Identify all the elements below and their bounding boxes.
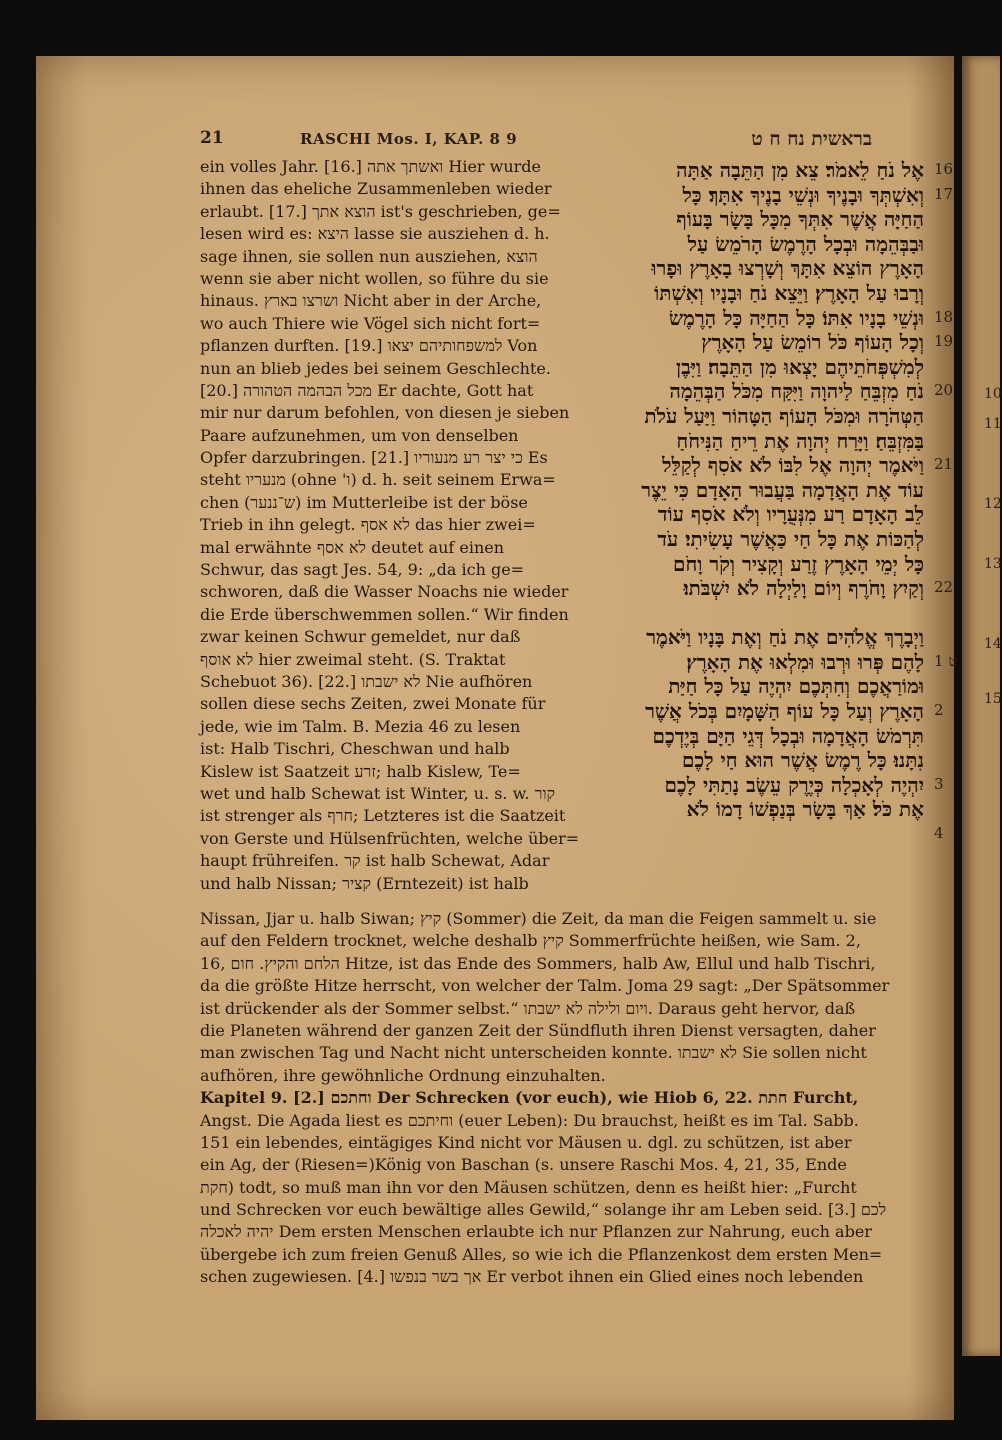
adjacent-page-verse-number: 14: [984, 636, 1002, 652]
commentary-line: sage ihnen, sie sollen nun ausziehen, הוצא: [200, 246, 538, 266]
running-title: RASCHI Mos. I, KAP. 8 9: [300, 130, 518, 148]
commentary-line: ihnen das eheliche Zusammenleben wieder: [200, 179, 552, 199]
commentary-line: lesen wird es: היצא lasse sie ausziehen d. h.: [200, 224, 550, 244]
hebrew-line: לְמִשְׁפְּחֹתֵיהֶם יָצְאוּ מִן הַתֵּבָה׃ וַיִּבֶן: [676, 354, 924, 379]
hebrew-line: נִתָּנוּ׃ כָּל רֶמֶשׂ אֲשֶׁר הוּא חַי לָכֶם: [681, 748, 924, 773]
verse-number: 22: [934, 578, 954, 597]
commentary-line: Trieb in ihn gelegt. לא אסף das hier zwei=: [200, 515, 536, 535]
chapter-heading-line: Kapitel 9. [2.] וחתכם Der Schrecken (vor euch), wie Hiob 6, 22. חתת Furcht,: [200, 1088, 859, 1108]
commentary-line: 151 ein lebendes, eintägiges Kind nicht vor Mäusen u. dgl. zu schützen, ist aber: [200, 1132, 852, 1152]
verse-number: 18: [934, 307, 954, 326]
hebrew-line: הַחַיָּה אֲשֶׁר אִתְּךָ מִכָּל בָּשָׂר בָּעוֹף: [676, 207, 924, 232]
commentary-line: pflanzen durften. [19.] למשפחותיהם יצאו Von: [200, 336, 538, 356]
verse-number: 4: [934, 824, 944, 843]
commentary-line: aufhören, ihre gewöhnliche Ordnung einzuhalten.: [200, 1065, 606, 1085]
verse-number: 16: [934, 160, 954, 178]
hebrew-line: יִהְיֶה לְאָכְלָה כְּיֶרֶק עֵשֶׂב נָתַתִּי לָכֶם: [664, 772, 924, 797]
commentary-line: Schebuot 36). [22.] לא ישבתו Nie aufhören: [200, 671, 533, 691]
commentary-line: Angst. Die Agada liest es וחיתכם (euer Leben): Du brauchst, heißt es im Tal. Sabb.: [200, 1110, 859, 1130]
commentary-line: zwar keinen Schwur gemeldet, nur daß: [200, 627, 521, 647]
adjacent-page-verse-number: 10: [984, 386, 1002, 402]
commentary-line: erlaubt. [17.] הוצא אתך ist's geschrieben, ge=: [200, 201, 561, 221]
commentary-line: sollen diese sechs Zeiten, zwei Monate für: [200, 694, 546, 714]
commentary-line: jede, wie im Talm. B. Mezia 46 zu lesen: [200, 716, 521, 736]
hebrew-line: אֶל נֹחַ לֵאמֹר׃ צֵא מִן הַתֵּבָה אַתָּה: [676, 158, 924, 182]
commentary-line: ist strenger als חרף; Letzteres ist die Saatzeit: [200, 806, 566, 826]
commentary-line: wet und halb Schewat ist Winter, u. s. w. קור: [200, 783, 556, 803]
verse-number: 2: [934, 701, 944, 720]
commentary-line: hinaus. ושרצו בארץ Nicht aber in der Arche,: [200, 291, 542, 311]
commentary-line: haupt frühreifen. קר ist halb Schewat, Adar: [200, 851, 550, 871]
commentary-line: חקת) todt, so muß man ihn vor den Mäusen schützen, denn es heißt hier: „Furcht: [200, 1177, 857, 1197]
commentary-line: Kislew ist Saatzeit זרע; halb Kislew, Te=: [200, 761, 521, 781]
commentary-line: [20.] מכל הבהמה הטהורה Er dachte, Gott hat: [200, 380, 534, 400]
page-header: [200, 128, 872, 154]
verse-number: 3: [934, 775, 944, 793]
commentary-line: 16, הלחם והקיץ. חום Hitze, ist das Ende des Sommers, halb Aw, Ellul und halb Tischri,: [200, 953, 876, 973]
hebrew-line: תִּרְמֹשׂ הָאֲדָמָה וּבְכָל דְּגֵי הַיָּם בְּיֶדְכֶם: [652, 723, 924, 748]
hebrew-line: וַיְבָרֶךְ אֱלֹהִים אֶת נֹחַ וְאֶת בָּנָיו וַיֹּאמֶר: [646, 625, 924, 650]
commentary-line: mal erwähnte לא אסף deutet auf einen: [200, 537, 505, 557]
hebrew-line: וּבַבְּהֵמָה וּבְכָל הָרֶמֶשׂ הָרֹמֵשׂ עַל: [687, 231, 924, 256]
commentary-line: Nissan, Jjar u. halb Siwan; קיץ (Sommer) die Zeit, da man die Feigen sammelt u. sie: [200, 909, 877, 928]
commentary-line: steht מנעריו (ohne 'ו) d. h. seit seinem Erwa=: [200, 470, 556, 490]
hebrew-line: וְקַיִץ וָחֹרֶף וְיוֹם וָלַיְלָה לֹא יִשְׁבֹּתוּ׃: [683, 576, 924, 601]
commentary-line: Schwur, das sagt Jes. 54, 9: „da ich ge=: [200, 560, 525, 580]
commentary-line: wo auch Thiere wie Vögel sich nicht fort=: [200, 313, 541, 333]
adjacent-page-edge: [962, 56, 1000, 1356]
hebrew-line: וְרָבוּ עַל הָאָרֶץ׃ וַיֵּצֵא נֹחַ וּבָנָיו וְאִשְׁתּוֹ: [654, 280, 924, 305]
hebrew-line: וְאִשְׁתְּךָ וּבָנֶיךָ וּנְשֵׁי בָנֶיךָ אִתָּךְ׃ כָּל: [682, 182, 924, 207]
commentary-line: und halb Nissan; קציר (Erntezeit) ist halb: [200, 873, 529, 893]
adjacent-page-verse-number: 15: [984, 691, 1002, 707]
hebrew-line: וַיֹּאמֶר יְהוָה אֶל לִבּוֹ לֹא אֹסִף לְקַלֵּל: [662, 453, 924, 478]
hebrew-line: הָאָרֶץ הוֹצֵא אִתָּךְ וְשָׁרְצוּ בָאָרֶץ וּפָרוּ: [651, 256, 924, 281]
hebrew-line: וְכָל הָעוֹף כֹּל רוֹמֵשׂ עַל הָאָרֶץ: [701, 330, 924, 355]
commentary-left-column: [200, 156, 586, 895]
hebrew-line: וּמוֹרַאֲכֶם וְחִתְּכֶם יִהְיֶה עַל כָּל חַיַּת: [668, 674, 924, 699]
adjacent-page-verse-number: 13: [984, 556, 1002, 572]
commentary-line: יהיה לאכלה Dem ersten Menschen erlaubte ich nur Pflanzen zur Nahrung, euch aber: [200, 1222, 872, 1242]
commentary-line: die Erde überschwemmen sollen.“ Wir finden: [200, 604, 569, 624]
commentary-line: da die größte Hitze herrscht, von welcher der Talm. Joma 29 sagt: „Der Spätsommer: [200, 976, 890, 996]
hebrew-line: אֶת כֹּל׃ אַךְ בָּשָׂר בְּנַפְשׁוֹ דָמוֹ לֹא: [686, 797, 924, 822]
hebrew-line: לְהַכּוֹת אֶת כָּל חַי כַּאֲשֶׁר עָשִׂיתִי׃ עֹד: [657, 526, 924, 551]
commentary-line: Paare aufzunehmen, um von denselben: [200, 425, 519, 445]
verse-number: 1 ט: [934, 652, 958, 670]
commentary-line: und Schrecken vor euch bewältige alles Gewild,“ solange ihr am Leben seid. [3.] לכם: [200, 1200, 887, 1220]
hebrew-verse-block: [598, 158, 924, 822]
commentary-line: schen zugewiesen. [4.] אך בשר בנפשו Er verbot ihnen ein Glied eines noch lebenden: [200, 1267, 864, 1287]
commentary-line: לא אוסף hier zweimal steht. (S. Traktat: [200, 649, 506, 669]
hebrew-line: לָהֶם פְּרוּ וּרְבוּ וּמִלְאוּ אֶת הָאָרֶץ׃: [686, 649, 924, 674]
commentary-line: übergebe ich zum freien Genuß Alles, so wie ich die Pflanzenkost dem ersten Men=: [200, 1244, 883, 1264]
commentary-line: auf den Feldern trocknet, welche deshalb קיץ Sommerfrüchte heißen, wie Sam. 2,: [200, 931, 861, 951]
verse-number: 17: [934, 184, 954, 203]
hebrew-line: עוֹד אֶת הָאֲדָמָה בַּעֲבוּר הָאָדָם כִּי יֵצֶר: [641, 477, 924, 502]
commentary-line: man zwischen Tag und Nacht nicht unterscheiden konnte. לא ישבתו Sie sollen nicht: [200, 1043, 867, 1063]
adjacent-page-verse-number: 11: [984, 416, 1002, 432]
commentary-line: ist: Halb Tischri, Cheschwan und halb: [200, 739, 510, 759]
hebrew-line: הָאָרֶץ וְעַל כָּל עוֹף הַשָּׁמָיִם בְּכֹל אֲשֶׁר: [645, 699, 924, 724]
commentary-line: ein volles Jahr. [16.] ואשתך אתה Hier wurde: [200, 157, 541, 176]
commentary-line: die Planeten während der ganzen Zeit der Sündfluth ihren Dienst versagten, daher: [200, 1020, 876, 1040]
verse-number: 21: [934, 455, 954, 474]
hebrew-running-title: בראשית נח ח ט: [751, 128, 872, 150]
verse-number: 20: [934, 381, 954, 400]
hebrew-line: לֵב הָאָדָם רַע מִנְּעֻרָיו וְלֹא אֹסִף עוֹד: [657, 502, 924, 527]
commentary-full-width: [200, 908, 924, 1289]
adjacent-page-verse-number: 12: [984, 496, 1002, 512]
commentary-line: von Gerste und Hülsenfrüchten, welche über=: [200, 828, 580, 848]
commentary-line: ist drückender als der Sommer selbst.“ ויום ולילה לא ישבתו. Daraus geht hervor, daß: [200, 998, 856, 1018]
commentary-line: ein Ag, der (Riesen=)König von Baschan (s. unsere Raschi Mos. 4, 21, 35, Ende: [200, 1155, 847, 1175]
hebrew-line: נֹחַ מִזְבֵּחַ לַיהוָה וַיִּקַּח מִכֹּל הַבְּהֵמָה: [669, 379, 924, 404]
hebrew-line: הַטְּהֹרָה וּמִכֹּל הָעוֹף הַטָּהוֹר וַיַּעַל עֹלֹת: [644, 403, 924, 428]
commentary-line: wenn sie aber nicht wollen, so führe du sie: [200, 268, 549, 288]
hebrew-line: כָּל יְמֵי הָאָרֶץ זֶרַע וְקָצִיר וְקֹר וָחֹם: [672, 551, 924, 576]
commentary-line: chen (ש־ננער) im Mutterleibe ist der böse: [200, 492, 528, 512]
commentary-line: nun an blieb jedes bei seinem Geschlechte.: [200, 358, 551, 378]
hebrew-line: בַּמִּזְבֵּחַ׃ וַיָּרַח יְהוָה אֶת רֵיחַ הַנִּיחֹחַ: [676, 428, 924, 453]
hebrew-line: וּנְשֵׁי בָנָיו אִתּוֹ׃ כָּל הַחַיָּה כָּל הָרֶמֶשׂ: [668, 305, 924, 330]
commentary-line: schworen, daß die Wasser Noachs nie wieder: [200, 582, 569, 602]
page-number: 21: [200, 128, 224, 148]
hebrew-line: [598, 601, 924, 626]
commentary-line: mir nur darum befohlen, von diesen je sieben: [200, 403, 570, 423]
verse-number: 19: [934, 332, 954, 351]
commentary-line: Opfer darzubringen. [21.] כי יצר רע מנעוריו Es: [200, 448, 548, 468]
